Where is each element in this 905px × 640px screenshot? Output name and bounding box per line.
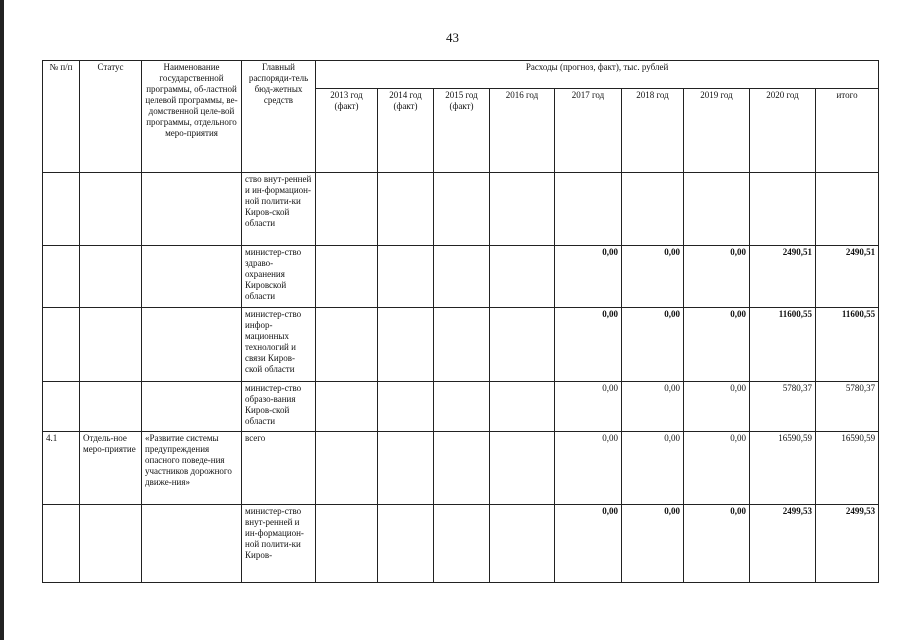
header-expenses: Расходы (прогноз, факт), тыс. рублей xyxy=(316,61,879,89)
row-program-name xyxy=(142,505,242,583)
table-body xyxy=(43,173,879,583)
row-value: 0,00 xyxy=(684,246,750,308)
row-value: 16590,59 xyxy=(816,432,879,505)
row-value xyxy=(378,382,434,432)
row-administrator: министер-ство здраво-охранения Кировской области xyxy=(242,246,316,308)
row-num: 4.1 xyxy=(43,432,80,505)
row-value: 2490,51 xyxy=(750,246,816,308)
row-program-name xyxy=(142,308,242,382)
table-row xyxy=(43,308,879,382)
row-value: 0,00 xyxy=(555,432,622,505)
row-administrator: министер-ство инфор-мационных технологий и связи Киров-ской области xyxy=(242,308,316,382)
row-value: 0,00 xyxy=(622,432,684,505)
row-value: 0,00 xyxy=(622,382,684,432)
row-value: 0,00 xyxy=(684,432,750,505)
row-value xyxy=(378,308,434,382)
row-value xyxy=(750,173,816,246)
header-total: итого xyxy=(816,89,879,173)
row-program-name xyxy=(142,246,242,308)
row-value: 0,00 xyxy=(622,505,684,583)
row-value xyxy=(316,505,378,583)
row-value: 2499,53 xyxy=(750,505,816,583)
row-value xyxy=(816,173,879,246)
row-value: 0,00 xyxy=(684,308,750,382)
table-row xyxy=(43,382,879,432)
row-value: 0,00 xyxy=(684,382,750,432)
row-value xyxy=(490,432,555,505)
row-value xyxy=(378,505,434,583)
row-value: 11600,55 xyxy=(750,308,816,382)
row-value xyxy=(378,173,434,246)
row-value xyxy=(684,173,750,246)
row-value xyxy=(490,505,555,583)
header-year-2015: 2015 год (факт) xyxy=(434,89,490,173)
page-number: 43 xyxy=(446,30,459,45)
row-value: 16590,59 xyxy=(750,432,816,505)
row-value xyxy=(622,173,684,246)
row-value xyxy=(434,308,490,382)
header-num: № п/п xyxy=(43,61,80,173)
row-program-name xyxy=(142,173,242,246)
row-value xyxy=(434,505,490,583)
row-value xyxy=(434,246,490,308)
row-value: 11600,55 xyxy=(816,308,879,382)
header-year-2014: 2014 год (факт) xyxy=(378,89,434,173)
header-admin: Главный распоряди-тель бюд-жетных средств xyxy=(242,61,316,173)
row-num xyxy=(43,382,80,432)
row-value xyxy=(434,173,490,246)
row-value xyxy=(316,382,378,432)
table-row xyxy=(43,173,879,246)
row-value xyxy=(490,246,555,308)
row-administrator: министер-ство внут-ренней и ин-формацион-ной полити-ки Киров- xyxy=(242,505,316,583)
row-value xyxy=(316,432,378,505)
row-value: 2499,53 xyxy=(816,505,879,583)
row-administrator: всего xyxy=(242,432,316,505)
row-num xyxy=(43,308,80,382)
header-status: Статус xyxy=(80,61,142,173)
row-status: Отдель-ное меро-приятие xyxy=(80,432,142,505)
row-status xyxy=(80,382,142,432)
row-status xyxy=(80,173,142,246)
row-status xyxy=(80,505,142,583)
header-year-2017: 2017 год xyxy=(555,89,622,173)
header-year-2020: 2020 год xyxy=(750,89,816,173)
budget-table xyxy=(42,60,879,583)
row-value xyxy=(378,432,434,505)
row-value xyxy=(555,173,622,246)
row-administrator: ство внут-ренней и ин-формацион-ной полити-ки Киров-ской области xyxy=(242,173,316,246)
header-name: Наименование государственной программы, об-ластной целевой программы, ве-домственной целе-вой программы, отдельного меро-приятия xyxy=(142,61,242,173)
row-administrator: министер-ство образо-вания Киров-ской области xyxy=(242,382,316,432)
row-value: 0,00 xyxy=(555,382,622,432)
row-status xyxy=(80,246,142,308)
row-value: 0,00 xyxy=(684,505,750,583)
table-row xyxy=(43,246,879,308)
page-left-edge xyxy=(0,0,4,640)
header-year-2013: 2013 год (факт) xyxy=(316,89,378,173)
row-value xyxy=(316,173,378,246)
header-year-2016: 2016 год xyxy=(490,89,555,173)
row-value xyxy=(490,382,555,432)
row-program-name: «Развитие системы предупреждения опасного поведе-ния участников дорожного движе-ния» xyxy=(142,432,242,505)
row-value: 5780,37 xyxy=(750,382,816,432)
row-value: 0,00 xyxy=(555,246,622,308)
row-num xyxy=(43,246,80,308)
row-value xyxy=(316,246,378,308)
row-value xyxy=(434,382,490,432)
row-value: 0,00 xyxy=(622,308,684,382)
row-value xyxy=(316,308,378,382)
header-year-2018: 2018 год xyxy=(622,89,684,173)
row-value: 2490,51 xyxy=(816,246,879,308)
row-num xyxy=(43,505,80,583)
row-program-name xyxy=(142,382,242,432)
header-year-2019: 2019 год xyxy=(684,89,750,173)
row-value xyxy=(434,432,490,505)
row-num xyxy=(43,173,80,246)
row-status xyxy=(80,308,142,382)
row-value xyxy=(490,308,555,382)
row-value: 0,00 xyxy=(622,246,684,308)
table-row xyxy=(43,432,879,505)
row-value xyxy=(490,173,555,246)
row-value: 0,00 xyxy=(555,505,622,583)
row-value xyxy=(378,246,434,308)
table-row xyxy=(43,505,879,583)
row-value: 0,00 xyxy=(555,308,622,382)
row-value: 5780,37 xyxy=(816,382,879,432)
